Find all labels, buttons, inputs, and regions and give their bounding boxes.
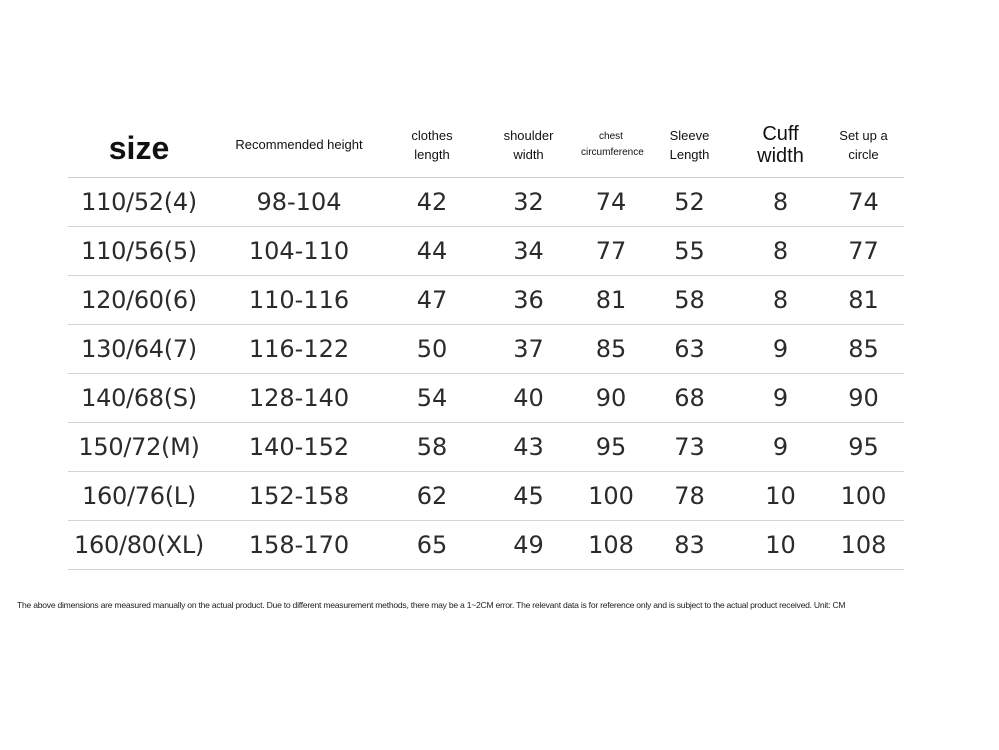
cell-chest-circumference: 90 <box>581 374 641 423</box>
cell-chest-circumference: 85 <box>581 325 641 374</box>
cell-set-up-a-circle: 95 <box>823 423 904 472</box>
cell-shoulder-width: 34 <box>476 227 581 276</box>
cell-set-up-a-circle: 100 <box>823 472 904 521</box>
cell-chest-circumference: 95 <box>581 423 641 472</box>
cell-shoulder-width: 49 <box>476 521 581 570</box>
cell-set-up-a-circle: 81 <box>823 276 904 325</box>
cell-size: 120/60(6) <box>68 276 210 325</box>
cell-cuff-width: 10 <box>738 472 823 521</box>
cell-size: 110/52(4) <box>68 178 210 227</box>
cell-cuff-width: 8 <box>738 178 823 227</box>
table-row <box>68 276 904 325</box>
header-set-up-a-circle: Set up a circle <box>823 112 904 178</box>
cell-clothes-length: 58 <box>388 423 476 472</box>
cell-set-up-a-circle: 108 <box>823 521 904 570</box>
cell-size: 130/64(7) <box>68 325 210 374</box>
cell-shoulder-width: 36 <box>476 276 581 325</box>
cell-sleeve-length: 83 <box>641 521 738 570</box>
cell-shoulder-width: 40 <box>476 374 581 423</box>
cell-clothes-length: 65 <box>388 521 476 570</box>
cell-size: 160/76(L) <box>68 472 210 521</box>
cell-cuff-width: 9 <box>738 325 823 374</box>
cell-recommended-height: 128-140 <box>210 374 388 423</box>
cell-cuff-width: 8 <box>738 227 823 276</box>
cell-recommended-height: 98-104 <box>210 178 388 227</box>
cell-sleeve-length: 52 <box>641 178 738 227</box>
cell-sleeve-length: 78 <box>641 472 738 521</box>
cell-clothes-length: 42 <box>388 178 476 227</box>
table-row <box>68 227 904 276</box>
cell-cuff-width: 10 <box>738 521 823 570</box>
cell-set-up-a-circle: 74 <box>823 178 904 227</box>
header-chest-circumference: chest circumference <box>581 112 641 178</box>
cell-recommended-height: 110-116 <box>210 276 388 325</box>
cell-recommended-height: 104-110 <box>210 227 388 276</box>
size-chart-table <box>68 112 904 570</box>
cell-shoulder-width: 37 <box>476 325 581 374</box>
cell-sleeve-length: 58 <box>641 276 738 325</box>
table-row <box>68 472 904 521</box>
cell-cuff-width: 9 <box>738 423 823 472</box>
table-row <box>68 325 904 374</box>
cell-recommended-height: 116-122 <box>210 325 388 374</box>
header-size: size <box>68 112 210 178</box>
header-sleeve-length: Sleeve Length <box>641 112 738 178</box>
cell-chest-circumference: 77 <box>581 227 641 276</box>
cell-clothes-length: 54 <box>388 374 476 423</box>
measurement-disclaimer-note: The above dimensions are measured manually on the actual product. Due to different measurement methods, there may be a 1~2CM error. The relevant data is for reference only and is subject to the actual product received. Unit: CM <box>17 600 846 610</box>
header-shoulder-width: shoulder width <box>476 112 581 178</box>
table-row <box>68 521 904 570</box>
table-header-row <box>68 112 904 178</box>
cell-chest-circumference: 100 <box>581 472 641 521</box>
cell-size: 140/68(S) <box>68 374 210 423</box>
cell-size: 150/72(M) <box>68 423 210 472</box>
cell-set-up-a-circle: 77 <box>823 227 904 276</box>
table-row <box>68 178 904 227</box>
cell-sleeve-length: 68 <box>641 374 738 423</box>
header-clothes-length: clothes length <box>388 112 476 178</box>
cell-shoulder-width: 32 <box>476 178 581 227</box>
header-recommended-height: Recommended height <box>210 112 388 178</box>
cell-size: 160/80(XL) <box>68 521 210 570</box>
cell-clothes-length: 44 <box>388 227 476 276</box>
cell-recommended-height: 140-152 <box>210 423 388 472</box>
header-cuff-width: Cuff width <box>738 112 823 178</box>
cell-clothes-length: 50 <box>388 325 476 374</box>
cell-size: 110/56(5) <box>68 227 210 276</box>
cell-shoulder-width: 45 <box>476 472 581 521</box>
table-row <box>68 374 904 423</box>
cell-clothes-length: 62 <box>388 472 476 521</box>
cell-sleeve-length: 63 <box>641 325 738 374</box>
cell-shoulder-width: 43 <box>476 423 581 472</box>
cell-recommended-height: 152-158 <box>210 472 388 521</box>
cell-sleeve-length: 73 <box>641 423 738 472</box>
cell-chest-circumference: 74 <box>581 178 641 227</box>
cell-set-up-a-circle: 85 <box>823 325 904 374</box>
cell-sleeve-length: 55 <box>641 227 738 276</box>
cell-chest-circumference: 108 <box>581 521 641 570</box>
cell-clothes-length: 47 <box>388 276 476 325</box>
cell-recommended-height: 158-170 <box>210 521 388 570</box>
cell-cuff-width: 8 <box>738 276 823 325</box>
cell-cuff-width: 9 <box>738 374 823 423</box>
cell-chest-circumference: 81 <box>581 276 641 325</box>
table-row <box>68 423 904 472</box>
cell-set-up-a-circle: 90 <box>823 374 904 423</box>
